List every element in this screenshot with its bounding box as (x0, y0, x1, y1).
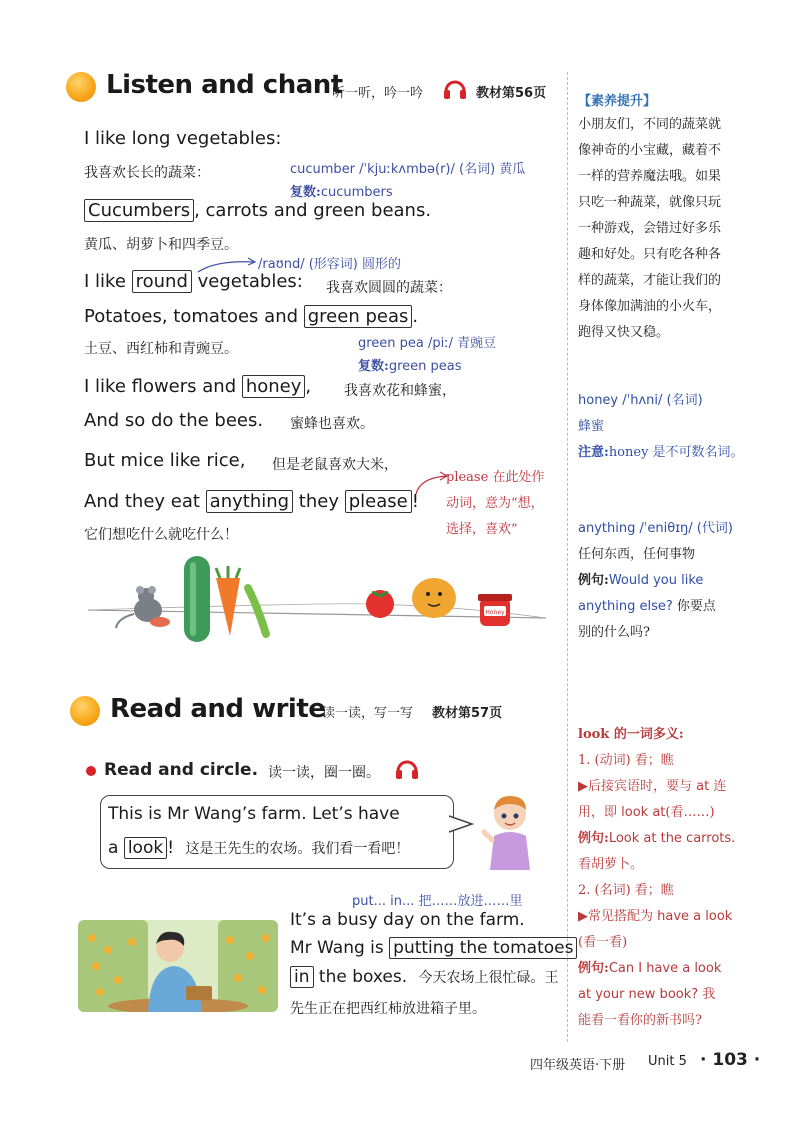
sidebar-line: 样的蔬菜，才能让我们的 (578, 273, 722, 288)
circled-word-cucumbers: Cucumbers (84, 199, 194, 222)
round-note: /raʊnd/ (形容词) 圆形的 (258, 257, 402, 272)
note-en: at (696, 779, 710, 794)
greenpea-plural-note (358, 355, 461, 374)
chant-line-1-translation: 我喜欢长长的蔬菜： (84, 165, 210, 181)
example-en: anything else? (578, 599, 673, 614)
chant-line-2 (84, 200, 431, 221)
chant-line-4 (84, 306, 418, 327)
farm-line-2 (290, 938, 577, 958)
section-bullet-icon (66, 72, 96, 102)
honey-vocab (578, 388, 744, 466)
green-bean-icon (248, 588, 266, 634)
sidebar-line: 趣和好处。只有吃各种各 (578, 247, 722, 262)
look-sense-1-example-cn: 看胡萝卜。 (578, 857, 644, 872)
chant-line-3-rest: vegetables: (191, 271, 303, 292)
headphones-icon[interactable] (394, 756, 420, 782)
example-cn: 你要点 (676, 599, 716, 614)
look-title: look 的一词多义: (578, 727, 684, 742)
textbook-page-ref: 教材第57页 (432, 706, 503, 721)
look-vocab (578, 722, 735, 1034)
anything-vocab (578, 516, 733, 646)
note-label: 注意: (578, 445, 609, 460)
anything-example-3: 别的什么吗? (578, 625, 650, 640)
section-subtitle: 读一读，写一写 (322, 706, 414, 721)
chant-line-6: And so do the bees. (84, 410, 264, 431)
note-en: look at (621, 805, 666, 820)
plural-label: 复数: (290, 185, 321, 200)
plural-label: 复数: (358, 359, 389, 374)
chant-line-3-translation: 我喜欢圆圆的蔬菜： (326, 280, 452, 296)
example-en: Would you like (608, 573, 704, 588)
bubble-line-2-pre: a (108, 838, 124, 858)
farm-illustration (78, 920, 278, 1012)
section-bullet-icon (70, 696, 100, 726)
cucumber-note: cucumber /ˈkjuːkʌmbə(r)/ (名词) 黄瓜 (290, 162, 526, 177)
circled-word-look: look (124, 837, 167, 859)
bubble-line-1: This is Mr Wang’s farm. Let’s have (108, 804, 400, 824)
chant-line-5-post: , (305, 376, 312, 397)
sidebar-line: 小朋友们，不同的蔬菜就 (578, 117, 722, 132)
putin-note: put... in... 把……放进……里 (352, 894, 523, 909)
look-sense-2-note-2: (看一看) (578, 935, 628, 950)
note-text: 用，即 (578, 805, 622, 820)
section-subtitle: 听一听，吟一吟 (332, 86, 424, 101)
honey-note (578, 440, 744, 466)
example-label: 例句: (578, 573, 609, 588)
anything-word: anything /ˈeniθɪŋ/ (代词) (578, 521, 733, 536)
example-en: Look at the carrots. (608, 831, 736, 846)
task-instruction: Read and circle. (104, 760, 259, 780)
speech-bubble-tail (448, 814, 474, 836)
plural-value: green peas (388, 359, 462, 374)
task-instruction-cn: 读一读，圈一圈。 (268, 765, 380, 781)
example-label: 例句: (578, 831, 609, 846)
example-label: 例句: (578, 961, 609, 976)
look-sense-2: 2. (名词) 看；瞧 (578, 883, 674, 898)
look-sense-1: 1. (动词) 看；瞧 (578, 753, 674, 768)
sidebar-line: 一种游戏，会错过好多乐 (578, 221, 722, 236)
anything-meaning: 任何东西，任何事物 (578, 547, 696, 562)
look-sense-2-example-2 (578, 982, 735, 1008)
circled-word-honey: honey (242, 375, 306, 398)
chant-line-4-post: . (412, 306, 419, 327)
farm-line-1: It’s a busy day on the farm. (290, 910, 525, 930)
footer-book-title: 四年级英语·下册 (530, 1058, 626, 1073)
chant-line-3-pre: I like (84, 271, 132, 292)
carrot-icon (216, 566, 240, 636)
cucumber-plural-note (290, 181, 393, 200)
vegetables-illustration (88, 548, 546, 654)
chant-line-8-post: ! (411, 491, 419, 512)
circled-phrase-putting-the-tomatoes: putting the tomatoes (389, 937, 577, 959)
sidebar-line: 跑得又快又稳。 (578, 325, 670, 340)
chant-line-6-translation: 蜜蜂也喜欢。 (290, 416, 374, 432)
sidebar-line: 像神奇的小宝藏，藏着不 (578, 143, 722, 158)
chant-line-5-translation: 我喜欢花和蜂蜜， (344, 383, 456, 399)
note-en: have a look (657, 909, 733, 924)
look-sense-2-example (578, 956, 735, 982)
note-text: ▶常见搭配为 (578, 909, 658, 924)
chant-line-5-pre: I like flowers and (84, 376, 242, 397)
chant-line-5 (84, 376, 311, 397)
section-title-read-and-write: Read and write (110, 694, 326, 724)
task-bullet-icon (86, 766, 96, 776)
note-text: honey 是不可数名词。 (608, 445, 744, 460)
farm-line-4-cn: 先生正在把西红柿放进箱子里。 (290, 1001, 486, 1017)
potato-icon (412, 578, 456, 618)
arrow-please-note (410, 470, 450, 496)
column-divider (567, 72, 568, 1042)
sidebar-line: 一样的营养魔法哦。如果 (578, 169, 722, 184)
example-en: Can I have a look (608, 961, 722, 976)
sidebar-title: 【素养提升】 (578, 94, 657, 109)
bubble-line-2-post: ! (167, 838, 175, 858)
bubble-line-2 (108, 838, 409, 858)
bubble-line-2-cn: 这是王先生的农场。我们看一看吧！ (185, 841, 410, 857)
boy-illustration (480, 792, 540, 870)
footer-unit: Unit 5 (648, 1054, 687, 1069)
cucumber-icon (184, 556, 210, 642)
chant-line-7-translation: 但是老鼠喜欢大米， (272, 457, 398, 473)
look-sense-2-example-cn: 能看一看你的新书吗? (578, 1013, 702, 1028)
look-sense-1-example (578, 826, 735, 852)
headphones-icon[interactable] (442, 76, 468, 102)
chant-line-8-mid: they (293, 491, 345, 512)
chant-line-4-translation: 土豆、西红柿和青豌豆。 (84, 341, 238, 357)
section-title-listen-and-chant: Listen and chant (106, 70, 343, 100)
farm-line-3-cn: 今天农场上很忙碌。王 (418, 970, 559, 986)
chant-line-2-translation: 黄瓜、胡萝卜和四季豆。 (84, 237, 238, 253)
honey-meaning: 蜂蜜 (578, 419, 605, 434)
textbook-page-ref: 教材第56页 (476, 86, 547, 101)
honey-jar-label: Honey (485, 609, 505, 616)
please-note-1: please 在此处作 (446, 470, 545, 485)
farm-line-2-pre: Mr Wang is (290, 938, 390, 958)
look-sense-1-note-2 (578, 800, 735, 826)
honey-jar-icon (478, 594, 512, 626)
circled-word-anything: anything (206, 490, 293, 513)
note-text: (看……) (665, 805, 715, 820)
circled-word-round: round (132, 270, 192, 293)
circled-word-in: in (290, 966, 314, 988)
anything-example-1 (578, 568, 733, 594)
note-text: 连 (709, 779, 727, 794)
plural-value: cucumbers (320, 185, 393, 200)
chant-line-8 (84, 491, 419, 512)
chant-line-8-translation: 它们想吃什么就吃什么！ (84, 527, 238, 543)
look-sense-2-note (578, 904, 735, 930)
chant-line-2-rest: , carrots and green beans. (194, 200, 432, 221)
chant-line-8-pre: And they eat (84, 491, 206, 512)
example-cn: 我 (702, 987, 716, 1002)
look-sense-1-note (578, 774, 735, 800)
chant-line-4-pre: Potatoes, tomatoes and (84, 306, 304, 327)
honey-word: honey /ˈhʌni/ (名词) (578, 393, 703, 408)
tomato-icon (366, 590, 394, 618)
sidebar-line: 身体像加满油的小火车， (578, 299, 722, 314)
anything-example-2 (578, 594, 733, 620)
mouse-icon (116, 586, 170, 628)
please-note-3: 选择，喜欢” (446, 522, 518, 537)
circled-word-please: please (345, 490, 412, 513)
footer-page-number: · 103 · (700, 1050, 761, 1070)
sidebar-line: 只吃一种蔬菜，就像只玩 (578, 195, 722, 210)
circled-word-green-peas: green peas (304, 305, 413, 328)
chant-line-7: But mice like rice, (84, 450, 246, 471)
example-en: at your new book? (578, 987, 699, 1002)
greenpea-note: green pea /piː/ 青豌豆 (358, 336, 497, 351)
sidebar-body (578, 112, 721, 346)
note-text: ▶后接宾语时，要与 (578, 779, 697, 794)
please-note-2: 动词，意为“想， (446, 496, 544, 511)
chant-line-3 (84, 271, 303, 292)
chant-line-1: I like long vegetables: (84, 128, 282, 149)
farm-line-3-post: the boxes. (313, 967, 408, 987)
farm-line-3 (290, 967, 559, 987)
